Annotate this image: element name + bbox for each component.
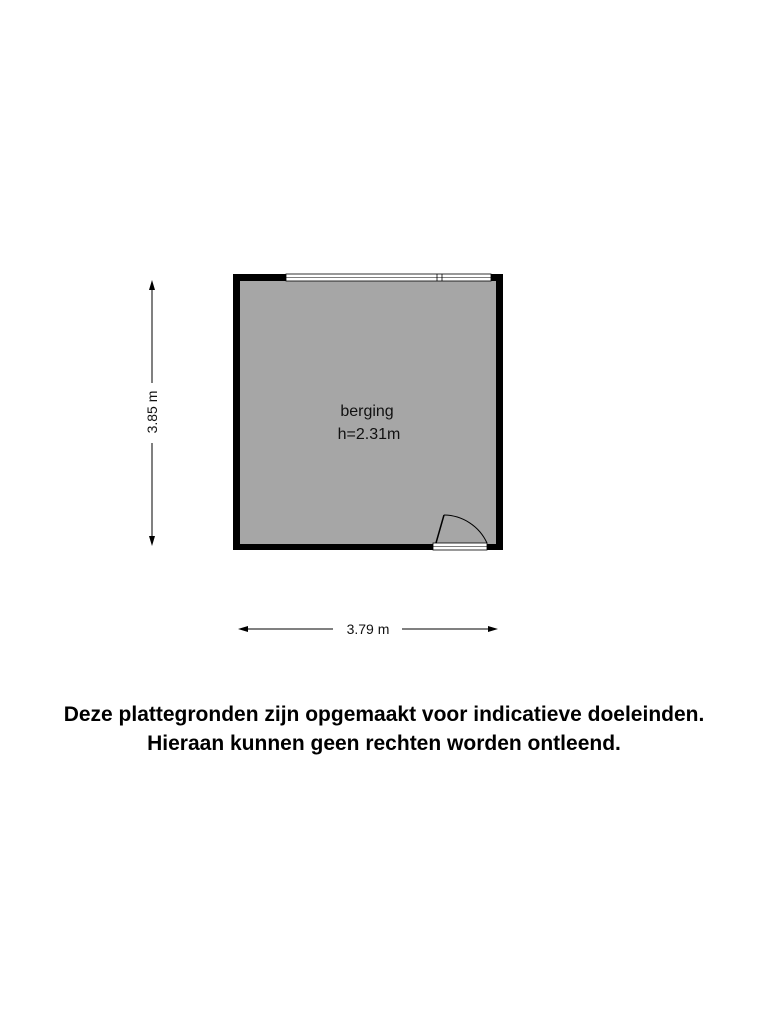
vertical-dimension-label: 3.85 m (144, 390, 160, 434)
window-top (286, 274, 491, 281)
disclaimer-line-1: Deze plattegronden zijn opgemaakt voor indicatieve doeleinden. (63, 703, 705, 726)
room-height: h=2.31m (337, 426, 401, 443)
horizontal-dimension-label: 3.79 m (346, 621, 390, 637)
disclaimer-line-2: Hieraan kunnen geen rechten worden ontleend. (147, 732, 621, 755)
room-name: berging (340, 403, 394, 420)
